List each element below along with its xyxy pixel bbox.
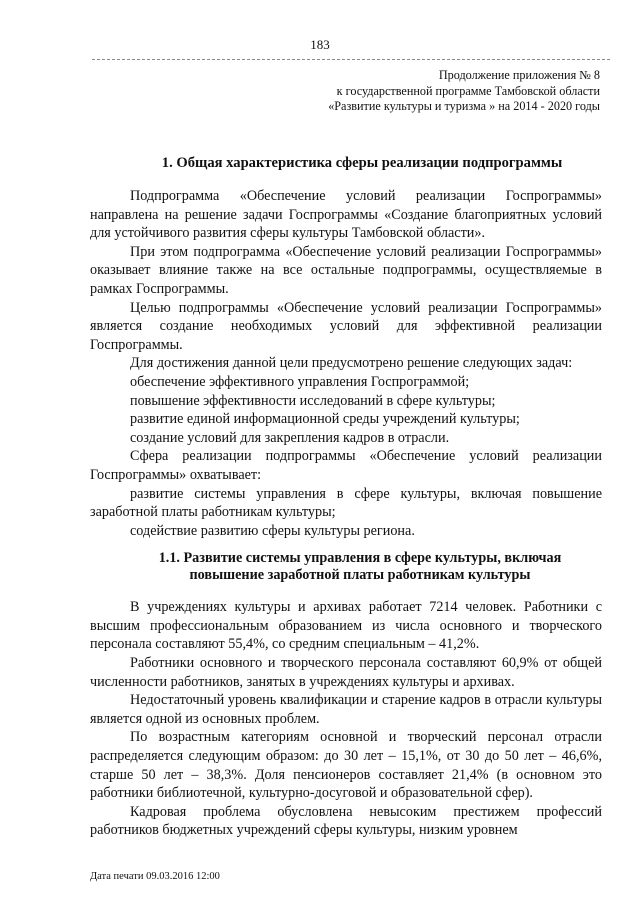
paragraph: В учреждениях культуры и архивах работает 7214 человек. Работники с высшим профессиональным образованием из числа основного и творческого персонала составляют 55,4%, со средним специальным – 41,2%.: [90, 599, 602, 653]
paragraph: При этом подпрограмма «Обеспечение условий реализации Госпрограммы» оказывает влияние также на все остальные подпрограммы, осуществляемые в рамках Госпрограммы.: [90, 243, 602, 297]
task-list-item: создание условий для закрепления кадров в отрасли.: [130, 429, 450, 446]
document-body: [90, 154, 602, 840]
scope-list-item: развитие системы управления в сфере культуры, включая повышение заработной платы работникам культуры;: [90, 485, 602, 521]
header-divider: [92, 59, 610, 60]
task-list-item: обеспечение эффективного управления Госпрограммой;: [130, 373, 470, 390]
print-date: Дата печати 09.03.2016 12:00: [90, 871, 220, 882]
task-list-item: развитие единой информационной среды учреждений культуры;: [130, 411, 520, 428]
paragraph: Подпрограмма «Обеспечение условий реализации Госпрограммы» направлена на решение задачи Госпрограммы «Создание благоприятных условий для устойчивого развития сферы культуры Тамбовской области».: [90, 188, 602, 242]
page-number: 183: [310, 37, 330, 52]
appendix-line-2: к государственной программе Тамбовской области: [336, 83, 600, 98]
appendix-line-1: Продолжение приложения № 8: [438, 68, 600, 82]
section-1-1-title-line-2: повышение заработной платы работникам культуры: [189, 567, 531, 584]
section-1-1-title: [90, 550, 602, 584]
paragraph: Целью подпрограммы «Обеспечение условий реализации Госпрограммы» является создание необходимых условий для эффективной реализации Госпрограммы.: [90, 299, 602, 353]
paragraph: Для достижения данной цели предусмотрено решение следующих задач:: [130, 355, 573, 372]
task-list-item: повышение эффективности исследований в сфере культуры;: [130, 392, 496, 409]
scope-list-item: содействие развитию сферы культуры региона.: [130, 522, 415, 539]
paragraph: Недостаточный уровень квалификации и старение кадров в отрасли культуры является одной из основных проблем.: [90, 692, 602, 727]
appendix-header: [240, 68, 600, 115]
paragraph: По возрастным категориям основной и творческий персонал отрасли распределяется следующим образом: до 30 лет – 15,1%, от 30 до 50 лет – 46,6%, старше 50 лет – 38,3%. Доля пенсионеров составляет 21,4% (в основном это работники библиотечной, культурно-досуговой и образовательной сфер).: [90, 729, 602, 802]
appendix-line-3: «Развитие культуры и туризма » на 2014 - 2020 годы: [328, 99, 600, 113]
paragraph: Сфера реализации подпрограммы «Обеспечение условий реализации Госпрограммы» охватывает:: [90, 448, 602, 483]
section-1-1-title-line-1: 1.1. Развитие системы управления в сфере культуры, включая: [158, 550, 562, 567]
paragraph: Работники основного и творческого персонала составляют 60,9% от общей численности работников, занятых в учреждениях культуры и архивах.: [90, 655, 602, 690]
paragraph: Кадровая проблема обусловлена невысоким престижем профессий работников бюджетных учреждений сферы культуры, низким уровнем: [90, 803, 602, 839]
section-1-title: 1. Общая характеристика сферы реализации подпрограммы: [161, 155, 563, 171]
